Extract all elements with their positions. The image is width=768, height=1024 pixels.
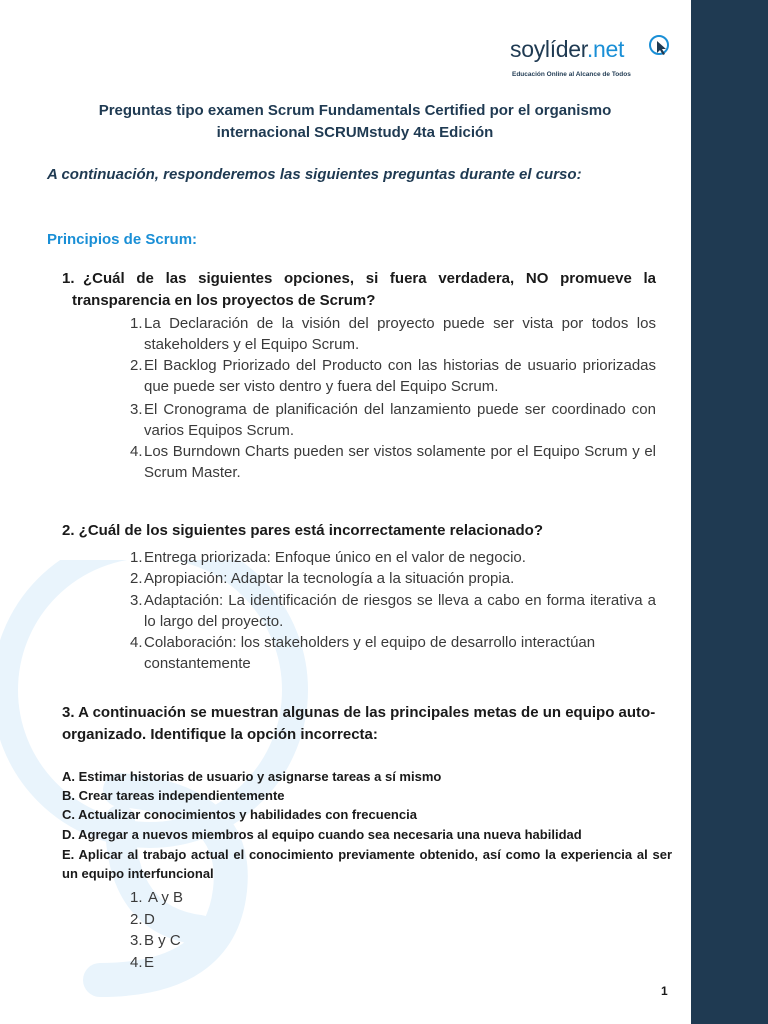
- q2-option-4: 4. Colaboración: los stakeholders y el equipo de desarrollo interactúan constantemente: [144, 632, 656, 674]
- q3-statement-b: B. Crear tareas independientemente: [62, 788, 285, 803]
- q3-option-3-text: B y C: [144, 932, 181, 949]
- q3-statement-c: C. Actualizar conocimientos y habilidades con frecuencia: [62, 807, 417, 822]
- q3-statement-d: D. Agregar a nuevos miembros al equipo cuando sea necesaria una nueva habilidad: [62, 827, 582, 842]
- brand-logo: [510, 36, 680, 86]
- q3-statement-e: E. Aplicar al trabajo actual el conocimiento previamente obtenido, así como la experiencia al ser un equipo interfuncional: [62, 847, 672, 881]
- document-title: Preguntas tipo examen Scrum Fundamentals Certified por el organismo internacional SCRUMstudy 4ta Edición: [98, 102, 612, 141]
- q2-option-1: 1. Entrega priorizada: Enfoque único en el valor de negocio.: [144, 547, 656, 568]
- q3-option-3: 3. B y C: [144, 930, 344, 951]
- logo-brand-main: soylíder: [510, 36, 587, 62]
- q3-option-1-text: A y B: [148, 889, 184, 906]
- question-1-text: ¿Cuál de las siguientes opciones, si fuera verdadera, NO promueve la transparencia en los proyectos de Scrum?: [72, 270, 656, 309]
- q2-option-3-text: Adaptación: La identificación de riesgos se lleva a cabo en forma iterativa a lo largo del proyecto.: [144, 592, 656, 630]
- q3-option-2: 2. D: [144, 909, 344, 930]
- logo-tagline: Educación Online al Alcance de Todos: [512, 71, 631, 78]
- q1-option-3: 3. El Cronograma de planificación del lanzamiento puede ser coordinado con varios Equipos Scrum.: [130, 401, 656, 439]
- q2-option-3: 3. Adaptación: La identificación de riesgos se lleva a cabo en forma iterativa a lo largo del proyecto.: [130, 592, 656, 630]
- intro-text: A continuación, responderemos las siguientes preguntas durante el curso:: [47, 166, 582, 183]
- q3-statement-a: A. Estimar historias de usuario y asignarse tareas a sí mismo: [62, 769, 442, 784]
- q3-option-1: 1. A y B: [144, 887, 344, 908]
- page-number: 1: [661, 984, 668, 998]
- question-2: 2. ¿Cuál de los siguientes pares está incorrectamente relacionado?: [62, 522, 543, 539]
- q3-option-2-text: D: [144, 911, 155, 928]
- q1-option-3-text: El Cronograma de planificación del lanzamiento puede ser coordinado con varios Equipos Scrum.: [144, 401, 656, 439]
- question-1-number: 1.: [62, 270, 75, 287]
- q1-option-4: 4. Los Burndown Charts pueden ser vistos solamente por el Equipo Scrum y el Scrum Master.: [130, 443, 656, 481]
- q2-option-4-text: Colaboración: los stakeholders y el equipo de desarrollo interactúan constantemente: [144, 634, 596, 672]
- question-3: 3. A continuación se muestran algunas de las principales metas de un equipo auto-organizado. Identifique la opción incorrecta:: [62, 704, 656, 743]
- logo-brand-ext: .net: [586, 36, 625, 62]
- q3-option-4-text: E: [144, 954, 155, 971]
- q1-option-4-text: Los Burndown Charts pueden ser vistos solamente por el Equipo Scrum y el Scrum Master.: [144, 443, 656, 481]
- q1-option-2: 2. El Backlog Priorizado del Producto con las historias de usuario priorizadas que puede ser visto dentro y fuera del Equipo Scrum.: [130, 357, 656, 395]
- logo-wordmark: [510, 36, 624, 63]
- section-heading: Principios de Scrum:: [47, 231, 198, 248]
- q1-option-1: 1. La Declaración de la visión del proyecto puede ser vista por todos los stakeholders y el Equipo Scrum.: [130, 315, 656, 353]
- q3-option-4: 4. E: [144, 952, 344, 973]
- q2-option-2-text: Apropiación: Adaptar la tecnología a la situación propia.: [144, 570, 515, 587]
- q2-option-1-text: Entrega priorizada: Enfoque único en el valor de negocio.: [144, 549, 526, 566]
- sidebar-band: [691, 0, 768, 1024]
- q2-option-2: 2. Apropiación: Adaptar la tecnología a la situación propia.: [144, 568, 656, 589]
- question-1: [62, 268, 656, 312]
- lightbulb-cursor-icon: [647, 34, 671, 62]
- q1-option-2-text: El Backlog Priorizado del Producto con las historias de usuario priorizadas que puede ser visto dentro y fuera del Equipo Scrum.: [144, 357, 656, 395]
- q1-option-1-text: La Declaración de la visión del proyecto puede ser vista por todos los stakeholders y el Equipo Scrum.: [144, 315, 656, 353]
